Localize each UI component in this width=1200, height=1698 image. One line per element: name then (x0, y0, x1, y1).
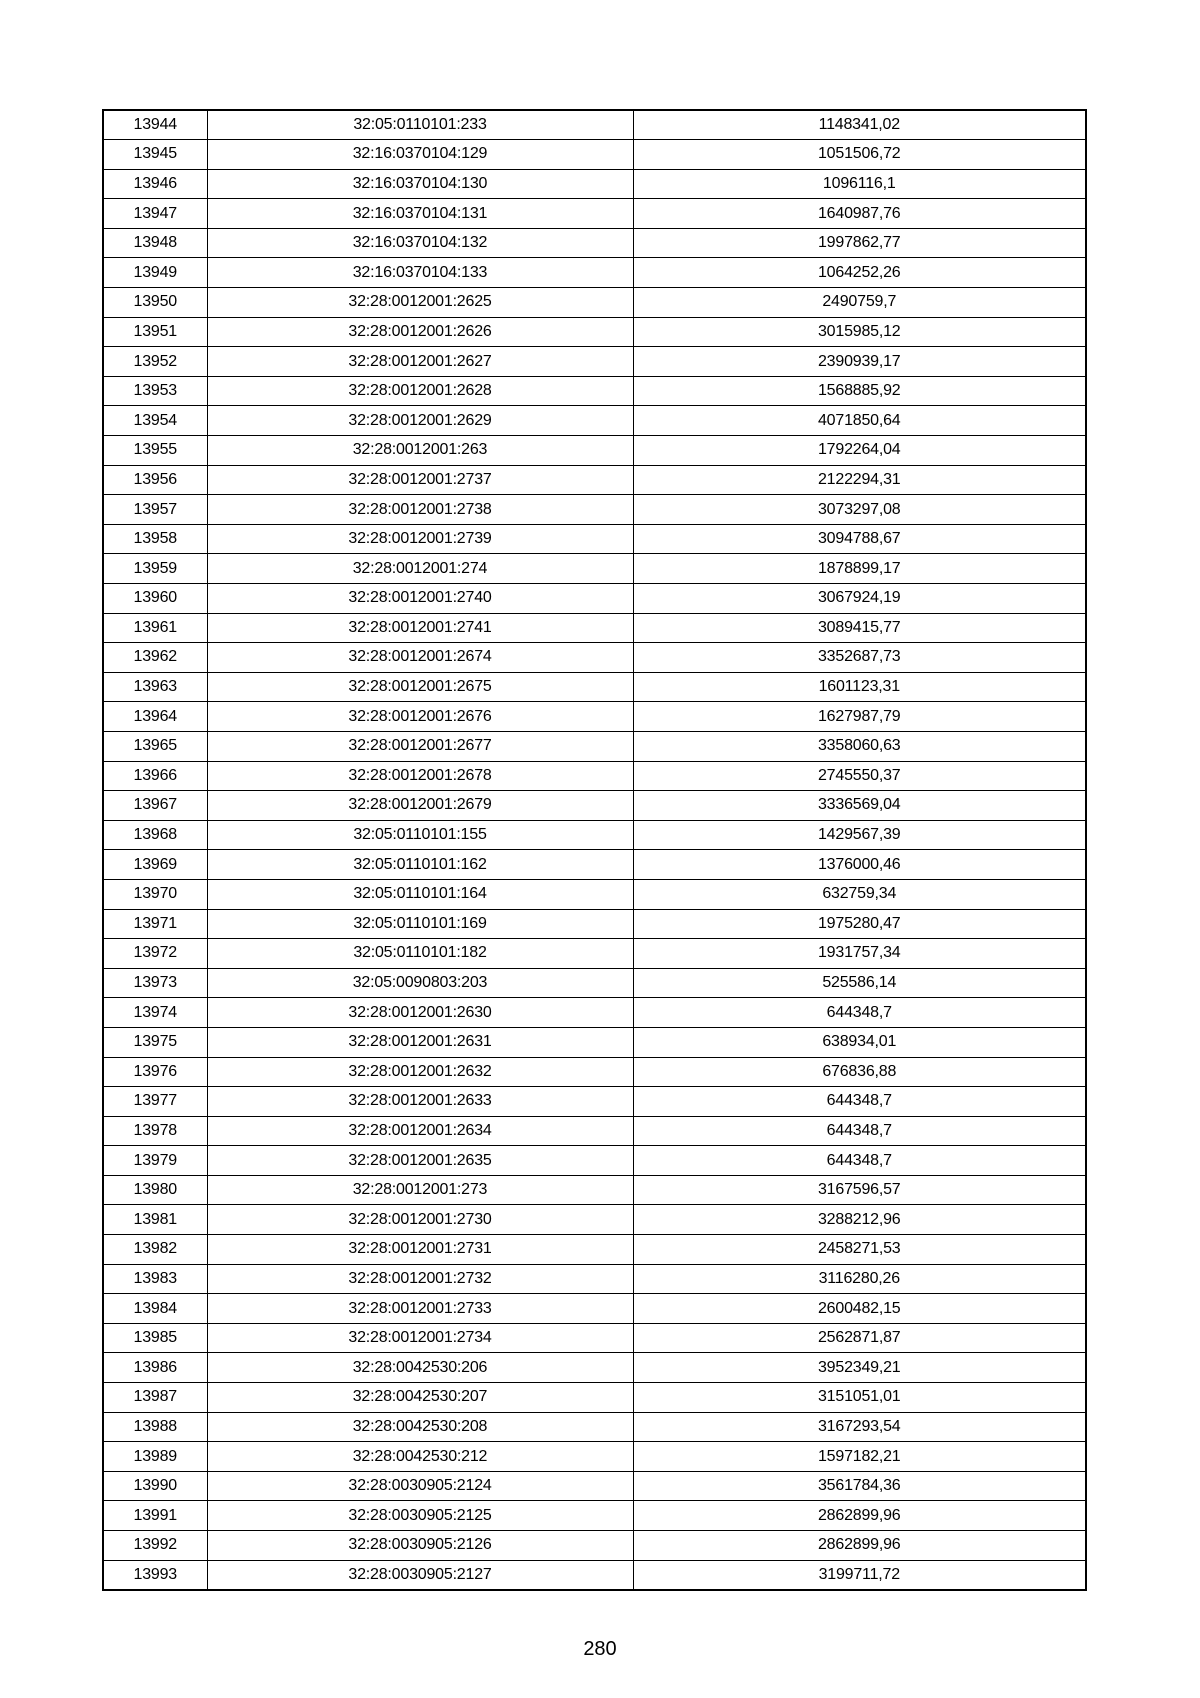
value-cell: 676836,88 (633, 1057, 1086, 1087)
table-row (103, 909, 1086, 939)
table-row (103, 1264, 1086, 1294)
cadastral-number-cell: 32:28:0012001:2631 (207, 1027, 633, 1057)
value-cell: 2862899,96 (633, 1501, 1086, 1531)
row-number-cell: 13981 (103, 1205, 207, 1235)
table-row (103, 436, 1086, 466)
table-row (103, 613, 1086, 643)
row-number-cell: 13977 (103, 1087, 207, 1117)
row-number-cell: 13949 (103, 258, 207, 288)
table-row (103, 465, 1086, 495)
cadastral-number-cell: 32:28:0012001:2675 (207, 672, 633, 702)
table-row (103, 169, 1086, 199)
cadastral-number-cell: 32:28:0012001:2635 (207, 1146, 633, 1176)
row-number-cell: 13951 (103, 317, 207, 347)
cadastral-number-cell: 32:05:0110101:233 (207, 110, 633, 140)
table-row (103, 110, 1086, 140)
row-number-cell: 13946 (103, 169, 207, 199)
row-number-cell: 13952 (103, 347, 207, 377)
value-cell: 3952349,21 (633, 1353, 1086, 1383)
value-cell: 2390939,17 (633, 347, 1086, 377)
row-number-cell: 13988 (103, 1412, 207, 1442)
table-row (103, 376, 1086, 406)
cadastral-number-cell: 32:28:0012001:2741 (207, 613, 633, 643)
cadastral-number-cell: 32:28:0012001:2731 (207, 1235, 633, 1265)
row-number-cell: 13993 (103, 1560, 207, 1590)
cadastral-number-cell: 32:28:0012001:2628 (207, 376, 633, 406)
value-cell: 3116280,26 (633, 1264, 1086, 1294)
row-number-cell: 13967 (103, 791, 207, 821)
row-number-cell: 13974 (103, 998, 207, 1028)
cadastral-number-cell: 32:28:0012001:2740 (207, 584, 633, 614)
cadastral-number-cell: 32:05:0110101:169 (207, 909, 633, 939)
table-row (103, 317, 1086, 347)
value-cell: 1096116,1 (633, 169, 1086, 199)
cadastral-number-cell: 32:16:0370104:130 (207, 169, 633, 199)
cadastral-number-cell: 32:28:0042530:208 (207, 1412, 633, 1442)
table-row (103, 1471, 1086, 1501)
cadastral-number-cell: 32:28:0042530:212 (207, 1442, 633, 1472)
page-number: 280 (583, 1638, 617, 1660)
table-row (103, 850, 1086, 880)
table-row (103, 791, 1086, 821)
cadastral-number-cell: 32:28:0012001:2632 (207, 1057, 633, 1087)
row-number-cell: 13955 (103, 436, 207, 466)
table-row (103, 347, 1086, 377)
cadastral-number-cell: 32:28:0012001:263 (207, 436, 633, 466)
cadastral-number-cell: 32:28:0030905:2126 (207, 1531, 633, 1561)
row-number-cell: 13961 (103, 613, 207, 643)
row-number-cell: 13990 (103, 1471, 207, 1501)
value-cell: 3015985,12 (633, 317, 1086, 347)
row-number-cell: 13985 (103, 1323, 207, 1353)
row-number-cell: 13964 (103, 702, 207, 732)
value-cell: 3561784,36 (633, 1471, 1086, 1501)
value-cell: 1064252,26 (633, 258, 1086, 288)
value-cell: 2862899,96 (633, 1531, 1086, 1561)
table-row (103, 1294, 1086, 1324)
table-row (103, 1531, 1086, 1561)
row-number-cell: 13960 (103, 584, 207, 614)
table-row (103, 228, 1086, 258)
table-row (103, 1146, 1086, 1176)
cadastral-number-cell: 32:28:0012001:2734 (207, 1323, 633, 1353)
value-cell: 3151051,01 (633, 1383, 1086, 1413)
table-row (103, 584, 1086, 614)
row-number-cell: 13948 (103, 228, 207, 258)
table-row (103, 140, 1086, 170)
table-row (103, 643, 1086, 673)
value-cell: 1597182,21 (633, 1442, 1086, 1472)
row-number-cell: 13944 (103, 110, 207, 140)
row-number-cell: 13984 (103, 1294, 207, 1324)
table-row (103, 1205, 1086, 1235)
value-cell: 1148341,02 (633, 110, 1086, 140)
value-cell: 3073297,08 (633, 495, 1086, 525)
table-row (103, 968, 1086, 998)
table-row (103, 1560, 1086, 1590)
cadastral-number-cell: 32:28:0012001:273 (207, 1175, 633, 1205)
cadastral-number-cell: 32:28:0012001:2633 (207, 1087, 633, 1117)
table-row (103, 524, 1086, 554)
cadastral-number-cell: 32:16:0370104:129 (207, 140, 633, 170)
value-cell: 3094788,67 (633, 524, 1086, 554)
cadastral-number-cell: 32:28:0042530:206 (207, 1353, 633, 1383)
table-row (103, 554, 1086, 584)
row-number-cell: 13975 (103, 1027, 207, 1057)
row-number-cell: 13950 (103, 288, 207, 318)
value-cell: 3199711,72 (633, 1560, 1086, 1590)
table-row (103, 1087, 1086, 1117)
row-number-cell: 13962 (103, 643, 207, 673)
cadastral-number-cell: 32:28:0012001:2677 (207, 731, 633, 761)
row-number-cell: 13992 (103, 1531, 207, 1561)
table-row (103, 702, 1086, 732)
value-cell: 1429567,39 (633, 820, 1086, 850)
cadastral-number-cell: 32:28:0012001:2674 (207, 643, 633, 673)
cadastral-number-cell: 32:28:0012001:2629 (207, 406, 633, 436)
table-row (103, 288, 1086, 318)
value-cell: 1376000,46 (633, 850, 1086, 880)
row-number-cell: 13965 (103, 731, 207, 761)
table-row (103, 1323, 1086, 1353)
value-cell: 644348,7 (633, 1146, 1086, 1176)
value-cell: 2122294,31 (633, 465, 1086, 495)
row-number-cell: 13983 (103, 1264, 207, 1294)
value-cell: 1975280,47 (633, 909, 1086, 939)
table-row (103, 258, 1086, 288)
row-number-cell: 13989 (103, 1442, 207, 1472)
row-number-cell: 13957 (103, 495, 207, 525)
cadastral-number-cell: 32:28:0012001:2626 (207, 317, 633, 347)
cadastral-number-cell: 32:28:0012001:2732 (207, 1264, 633, 1294)
row-number-cell: 13991 (103, 1501, 207, 1531)
row-number-cell: 13945 (103, 140, 207, 170)
table-row (103, 1116, 1086, 1146)
value-cell: 1931757,34 (633, 939, 1086, 969)
cadastral-number-cell: 32:05:0090803:203 (207, 968, 633, 998)
cadastral-number-cell: 32:28:0012001:2733 (207, 1294, 633, 1324)
row-number-cell: 13954 (103, 406, 207, 436)
row-number-cell: 13982 (103, 1235, 207, 1265)
cadastral-number-cell: 32:05:0110101:164 (207, 879, 633, 909)
cadastral-number-cell: 32:16:0370104:133 (207, 258, 633, 288)
value-cell: 1997862,77 (633, 228, 1086, 258)
table-row (103, 731, 1086, 761)
row-number-cell: 13963 (103, 672, 207, 702)
value-cell: 3352687,73 (633, 643, 1086, 673)
cadastral-number-cell: 32:28:0012001:2676 (207, 702, 633, 732)
table-row (103, 1412, 1086, 1442)
value-cell: 1878899,17 (633, 554, 1086, 584)
row-number-cell: 13971 (103, 909, 207, 939)
cadastral-number-cell: 32:28:0012001:2630 (207, 998, 633, 1028)
cadastral-number-cell: 32:28:0012001:2625 (207, 288, 633, 318)
table-row (103, 1057, 1086, 1087)
cadastral-number-cell: 32:28:0012001:2634 (207, 1116, 633, 1146)
value-cell: 1792264,04 (633, 436, 1086, 466)
row-number-cell: 13978 (103, 1116, 207, 1146)
row-number-cell: 13947 (103, 199, 207, 229)
value-cell: 3067924,19 (633, 584, 1086, 614)
value-cell: 3167596,57 (633, 1175, 1086, 1205)
value-cell: 2745550,37 (633, 761, 1086, 791)
table-row (103, 939, 1086, 969)
table-row (103, 672, 1086, 702)
cadastral-number-cell: 32:28:0012001:2678 (207, 761, 633, 791)
table-row (103, 1501, 1086, 1531)
cadastral-table-wrapper (102, 109, 1085, 1591)
cadastral-number-cell: 32:28:0012001:274 (207, 554, 633, 584)
table-row (103, 761, 1086, 791)
cadastral-number-cell: 32:28:0030905:2124 (207, 1471, 633, 1501)
table-row (103, 1027, 1086, 1057)
row-number-cell: 13986 (103, 1353, 207, 1383)
value-cell: 3089415,77 (633, 613, 1086, 643)
row-number-cell: 13959 (103, 554, 207, 584)
cadastral-number-cell: 32:28:0012001:2679 (207, 791, 633, 821)
row-number-cell: 13956 (103, 465, 207, 495)
cadastral-number-cell: 32:28:0012001:2730 (207, 1205, 633, 1235)
cadastral-table (102, 109, 1087, 1591)
value-cell: 2458271,53 (633, 1235, 1086, 1265)
value-cell: 525586,14 (633, 968, 1086, 998)
value-cell: 3358060,63 (633, 731, 1086, 761)
table-row (103, 820, 1086, 850)
row-number-cell: 13953 (103, 376, 207, 406)
table-row (103, 495, 1086, 525)
value-cell: 1568885,92 (633, 376, 1086, 406)
row-number-cell: 13970 (103, 879, 207, 909)
row-number-cell: 13973 (103, 968, 207, 998)
value-cell: 644348,7 (633, 1116, 1086, 1146)
table-row (103, 1235, 1086, 1265)
row-number-cell: 13966 (103, 761, 207, 791)
table-row (103, 1442, 1086, 1472)
cadastral-number-cell: 32:28:0042530:207 (207, 1383, 633, 1413)
value-cell: 3336569,04 (633, 791, 1086, 821)
cadastral-number-cell: 32:28:0012001:2738 (207, 495, 633, 525)
value-cell: 2600482,15 (633, 1294, 1086, 1324)
row-number-cell: 13980 (103, 1175, 207, 1205)
table-body (103, 110, 1086, 1590)
table-row (103, 199, 1086, 229)
row-number-cell: 13976 (103, 1057, 207, 1087)
value-cell: 644348,7 (633, 1087, 1086, 1117)
row-number-cell: 13979 (103, 1146, 207, 1176)
value-cell: 644348,7 (633, 998, 1086, 1028)
cadastral-number-cell: 32:28:0012001:2739 (207, 524, 633, 554)
row-number-cell: 13987 (103, 1383, 207, 1413)
cadastral-number-cell: 32:28:0030905:2127 (207, 1560, 633, 1590)
cadastral-number-cell: 32:16:0370104:131 (207, 199, 633, 229)
table-row (103, 998, 1086, 1028)
value-cell: 1601123,31 (633, 672, 1086, 702)
row-number-cell: 13969 (103, 850, 207, 880)
table-row (103, 1353, 1086, 1383)
cadastral-number-cell: 32:28:0030905:2125 (207, 1501, 633, 1531)
cadastral-number-cell: 32:28:0012001:2627 (207, 347, 633, 377)
cadastral-number-cell: 32:05:0110101:162 (207, 850, 633, 880)
value-cell: 632759,34 (633, 879, 1086, 909)
value-cell: 1051506,72 (633, 140, 1086, 170)
value-cell: 2490759,7 (633, 288, 1086, 318)
value-cell: 3167293,54 (633, 1412, 1086, 1442)
table-row (103, 1175, 1086, 1205)
table-row (103, 1383, 1086, 1413)
cadastral-number-cell: 32:16:0370104:132 (207, 228, 633, 258)
cadastral-number-cell: 32:28:0012001:2737 (207, 465, 633, 495)
value-cell: 2562871,87 (633, 1323, 1086, 1353)
value-cell: 1627987,79 (633, 702, 1086, 732)
value-cell: 4071850,64 (633, 406, 1086, 436)
table-row (103, 406, 1086, 436)
value-cell: 1640987,76 (633, 199, 1086, 229)
row-number-cell: 13958 (103, 524, 207, 554)
cadastral-number-cell: 32:05:0110101:155 (207, 820, 633, 850)
row-number-cell: 13972 (103, 939, 207, 969)
table-row (103, 879, 1086, 909)
value-cell: 638934,01 (633, 1027, 1086, 1057)
cadastral-number-cell: 32:05:0110101:182 (207, 939, 633, 969)
value-cell: 3288212,96 (633, 1205, 1086, 1235)
row-number-cell: 13968 (103, 820, 207, 850)
